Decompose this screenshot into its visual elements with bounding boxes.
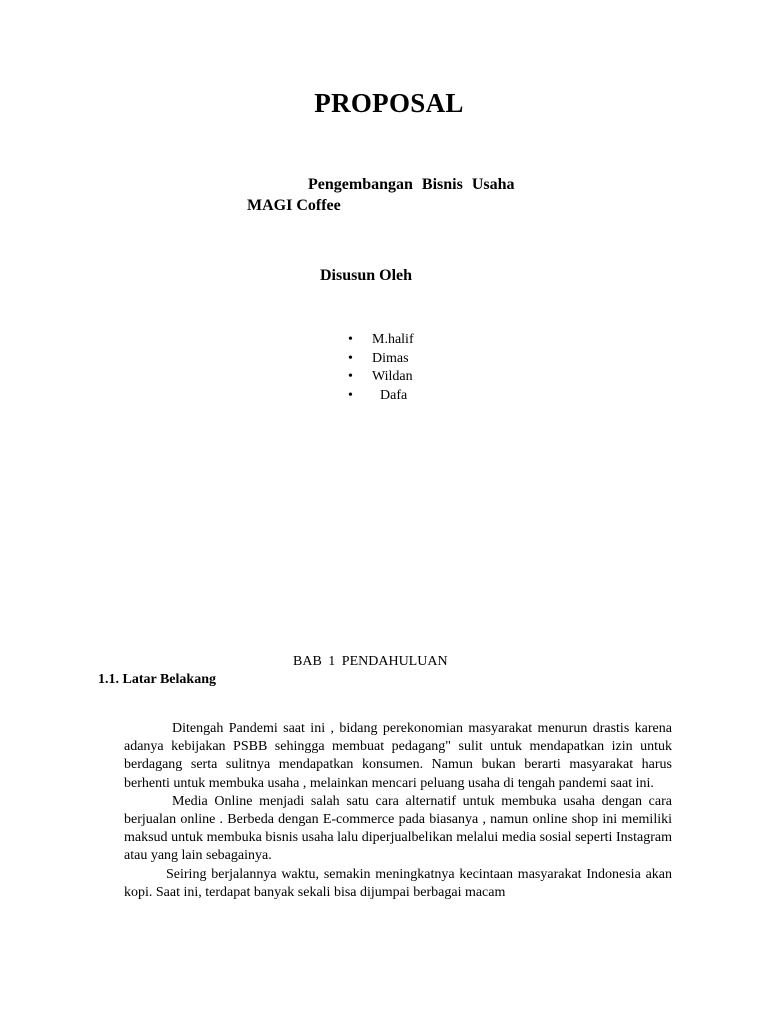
bullet-icon: • bbox=[348, 350, 353, 366]
body-paragraph: Seiring berjalannya waktu, semakin meningkatnya kecintaan masyarakat Indonesia akan kopi. Saat ini, terdapat banyak sekali bisa dijumpai berbagai macam bbox=[124, 866, 672, 900]
author-name: Dafa bbox=[380, 387, 408, 403]
author-name: Dimas bbox=[372, 350, 409, 366]
document-title: PROPOSAL bbox=[314, 88, 464, 118]
proposal-subtitle-line-1: Pengembangan Bisnis Usaha bbox=[308, 176, 515, 193]
prepared-by-heading: Disusun Oleh bbox=[320, 267, 413, 284]
author-name: Wildan bbox=[372, 369, 413, 384]
chapter-heading: BAB 1 PENDAHULUAN bbox=[293, 654, 448, 669]
proposal-subtitle-line-2: MAGI Coffee bbox=[247, 197, 341, 214]
bullet-icon: • bbox=[348, 332, 353, 347]
body-paragraph: Media Online menjadi salah satu cara alternatif untuk membuka usaha dengan cara berjualan online . Berbeda dengan E-commerce pada biasanya , namun online shop ini memiliki maksud untuk membuka bisnis usaha lalu diperjualbelikan melalui media sosial seperti Instagram atau yang lain sebagainya. bbox=[124, 793, 672, 864]
section-heading: 1.1. Latar Belakang bbox=[98, 672, 216, 687]
bullet-icon: • bbox=[348, 369, 353, 384]
section-body bbox=[124, 720, 672, 902]
body-paragraph: Ditengah Pandemi saat ini , bidang perekonomian masyarakat menurun drastis karena adanya kebijakan PSBB sehingga membuat pedagang" sulit untuk mendapatkan izin untuk berdagang serta sulitnya mendapatkan konsumen. Namun bukan berarti masyarakat harus berhenti untuk membuka usaha , melainkan mencari peluang usaha di tengah pandemi saat ini. bbox=[124, 721, 672, 791]
bullet-icon: • bbox=[348, 387, 353, 403]
author-name: M.halif bbox=[372, 332, 414, 347]
